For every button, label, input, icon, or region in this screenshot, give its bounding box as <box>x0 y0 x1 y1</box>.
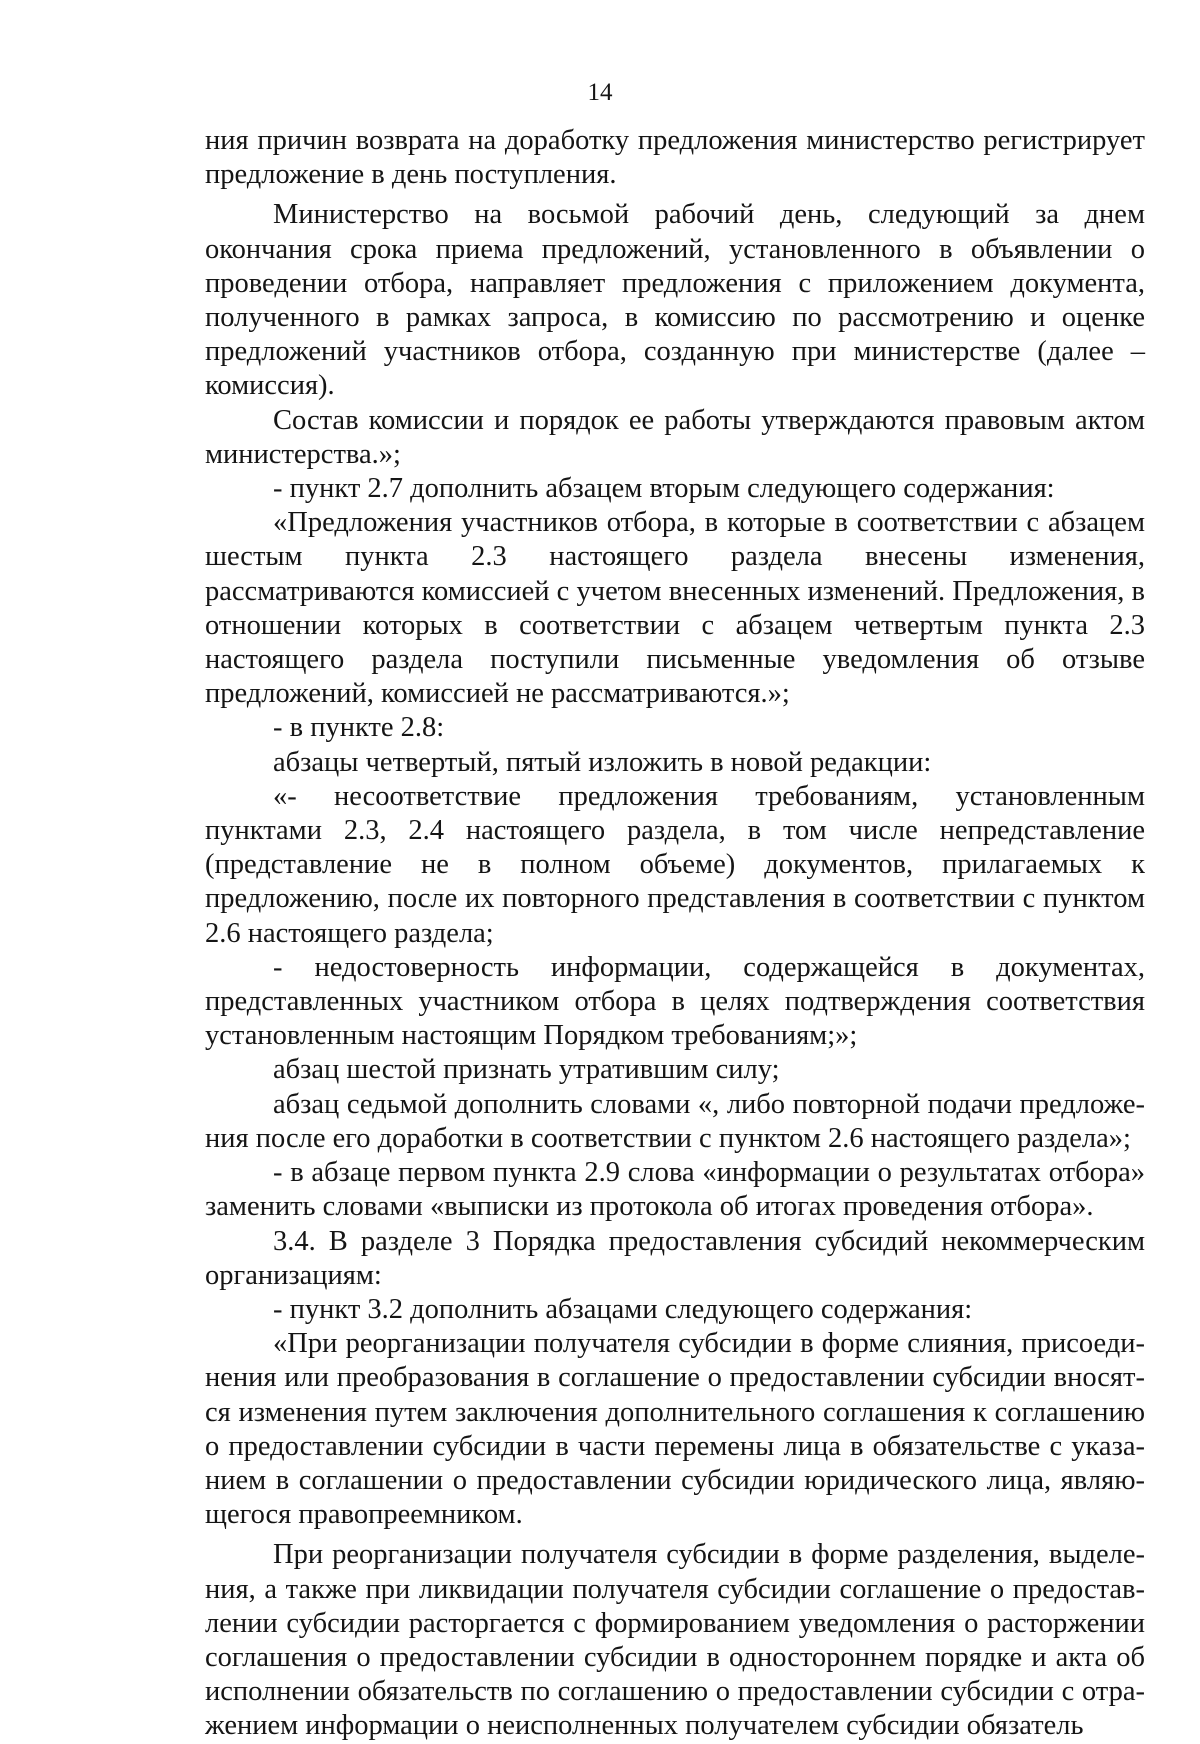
paragraph-item-2-8: - в пункте 2.8: <box>273 712 445 744</box>
paragraph-proposals-review: «Предложения участников отбора, в которые в соответствии с абзацем шестым пункта 2.3 настоящего раздела внесены изменения, рассматриваются комиссией с учетом внесенных изменений. Предложения, в отношении которых в соответствии с абзацем четвертым пункта 2.3 настоящего раздела поступили письменные уведомления об отзыве предложений, комиссией не рассматриваются.»; <box>205 507 1145 710</box>
paragraph-unreliability: - недостоверность информации, содержащейся в документах, представленных участником отбора в целях подтверждения соответствия установленным настоящим Порядком требованиям;»; <box>205 951 1145 1052</box>
paragraph-commission-composition: Состав комиссии и порядок ее работы утверждаются правовым актом министерства.»; <box>205 404 1145 470</box>
document-body <box>205 124 1145 1744</box>
paragraph-nonconformity: «- несоответствие предложения требованиям, установленным пунктами 2.3, 2.4 настоящего раздела, в том числе непредставление (представление не в полном объеме) документов, прилагаемых к предложению, после их повторного представления в соответствии с пунктом 2.6 настоящего раздела; <box>205 780 1145 949</box>
paragraph-reorganization-division: При реорганизации получателя субсидии в форме разделения, выделения, а также при ликвидации получателя субсидии соглашение о предоставлении субсидии расторгается с формированием уведомления о расторжении соглашения о предоставлении субсидии в одностороннем порядке и акта об исполнении обязательств по соглашению о предоставлении субсидии с отражением информации о неисполненных получателем субсидии обязатель <box>205 1539 1145 1742</box>
paragraph-reorganization-merger: «При реорганизации получателя субсидии в форме слияния, присоединения или преобразования в соглашение о предоставлении субсидии вносятся изменения путем заключения дополнительного соглашения к соглашению о предоставлении субсидии в части перемены лица в обязательстве с указанием в соглашении о предоставлении субсидии юридического лица, являющегося правопреемником. <box>205 1328 1145 1531</box>
paragraph-abzac-7: абзац седьмой дополнить словами «, либо повторной подачи предложения после его доработки в соответствии с пунктом 2.6 настоящего раздела»; <box>205 1088 1145 1154</box>
paragraph-item-3-2: - пункт 3.2 дополнить абзацами следующего содержания: <box>273 1293 973 1325</box>
paragraph-section-3-4: 3.4. В разделе 3 Порядка предоставления субсидий некоммерческим организациям: <box>205 1225 1145 1291</box>
paragraph-ministry-commission: Министерство на восьмой рабочий день, следующий за днем окончания срока приема предложений, установленного в объявлении о проведении отбора, направляет предложения с приложением документа, полученного в рамках запроса, в комиссию по рассмотрению и оценке предложений участников отбора, созданную при министерстве (далее – комиссия). <box>205 199 1145 402</box>
page-number: 14 <box>587 79 613 106</box>
paragraph-abzac-6: абзац шестой признать утратившим силу; <box>273 1054 780 1086</box>
paragraph-item-2-7: - пункт 2.7 дополнить абзацем вторым следующего содержания: <box>273 473 1055 505</box>
paragraph-item-2-9: - в абзаце первом пункта 2.9 слова «информации о результатах отбора» заменить словами «выписки из протокола об итогах проведения отбора». <box>205 1157 1145 1223</box>
paragraph-continuation: ния причин возврата на доработку предложения министерство регистрирует предложение в день поступления. <box>205 125 1145 191</box>
paragraph-abzacy-4-5: абзацы четвертый, пятый изложить в новой редакции: <box>273 746 932 778</box>
